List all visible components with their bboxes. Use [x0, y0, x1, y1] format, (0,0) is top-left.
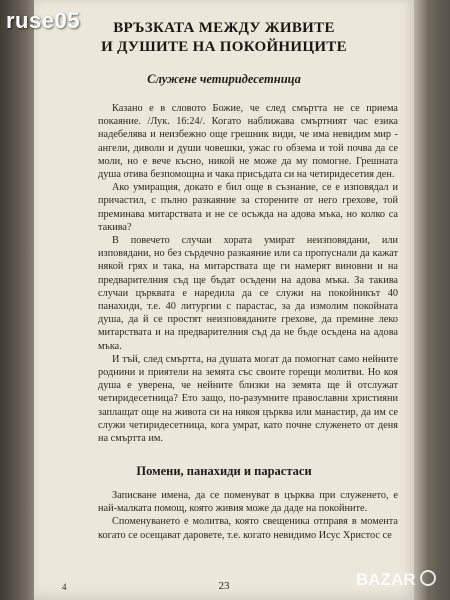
paragraph: Ако умиращия, докато е бил още в съзнание, се е изповядал и причастил, с пълно разкаяние за сторените от него грехове, той преминава митарствата и не се осъжда на адова мъка, но колко са такива?: [98, 182, 398, 233]
chapter-title-line-1: ВРЪЗКАТА МЕЖДУ ЖИВИТЕ: [113, 20, 335, 36]
paragraph: И тъй, след смъртта, на душата могат да помогнат само нейните роднини и приятели на земята със своите горещи молитви. Но коя душа е уверена, че нейните близки на земята ще й отслужат четиридесетница? Ето защо, по-разумните православни християни заплащат още на живота си на някоя църква или манастир, да им се служи четиридесетница, кога умрат, като почне служенето от деня на смъртта им.: [98, 353, 398, 445]
watermark-text: ruse05: [6, 8, 80, 33]
chapter-title-line-2: И ДУШИТЕ НА ПОКОЙНИЦИТЕ: [101, 39, 347, 55]
page-edge: [414, 0, 450, 600]
section-subtitle: Служене четиридесетница: [147, 72, 301, 86]
paragraph: Казано е в словото Божие, че след смъртта не се приема покаяние. /Лук. 16:24/. Когато наближава смъртният час езика надебелява и неизбежно още грешник види, че има невидим мир - ангели, диволи и души човешки, ужас го обзема и той почва да се моли, но е вече късно, никой не може да му помогне. Грешната душа отива безпомощна и чака присъдата си на четиридесетия ден.: [98, 103, 398, 181]
page-number: 23: [218, 580, 230, 592]
body-text-section-2: [98, 489, 398, 542]
paragraph: Споменуването е молитва, която свещеника отправя в момента когато се осещават даровете, т.е. когато невидимо Исус Христос се: [98, 516, 398, 541]
body-text-section-1: [98, 102, 398, 445]
paragraph: В повечето случаи хората умират неизповядани, или изповядани, но без сърдечно разкаяние или са пропуснали да кажат някой грях и така, на митарствата ще ги намерят виновни и на предварителния съд ще бъдат осъдени на адова мъка. За такива случаи църквата е наредила да се служи на покойникът 40 панахиди, т.е. 40 литургии с парастас, за да измолим покойната душа, да й се простят неизповяданите грехове, да премине леко митарствата и на предварителния съд да не бъде осъдена на адова мъка.: [98, 235, 398, 352]
book-spine-shadow: [0, 0, 34, 600]
bazar-logo: [354, 564, 440, 594]
bazar-logo-text: BAZAR: [356, 570, 416, 589]
paragraph: Записване имена, да се поменуват в църква при служенето, е най-малката помощ, която живия може да даде на покойните.: [98, 490, 398, 515]
section-2-heading: Помени, панахиди и парастаси: [136, 464, 312, 478]
footer-mark: 4: [62, 582, 67, 592]
